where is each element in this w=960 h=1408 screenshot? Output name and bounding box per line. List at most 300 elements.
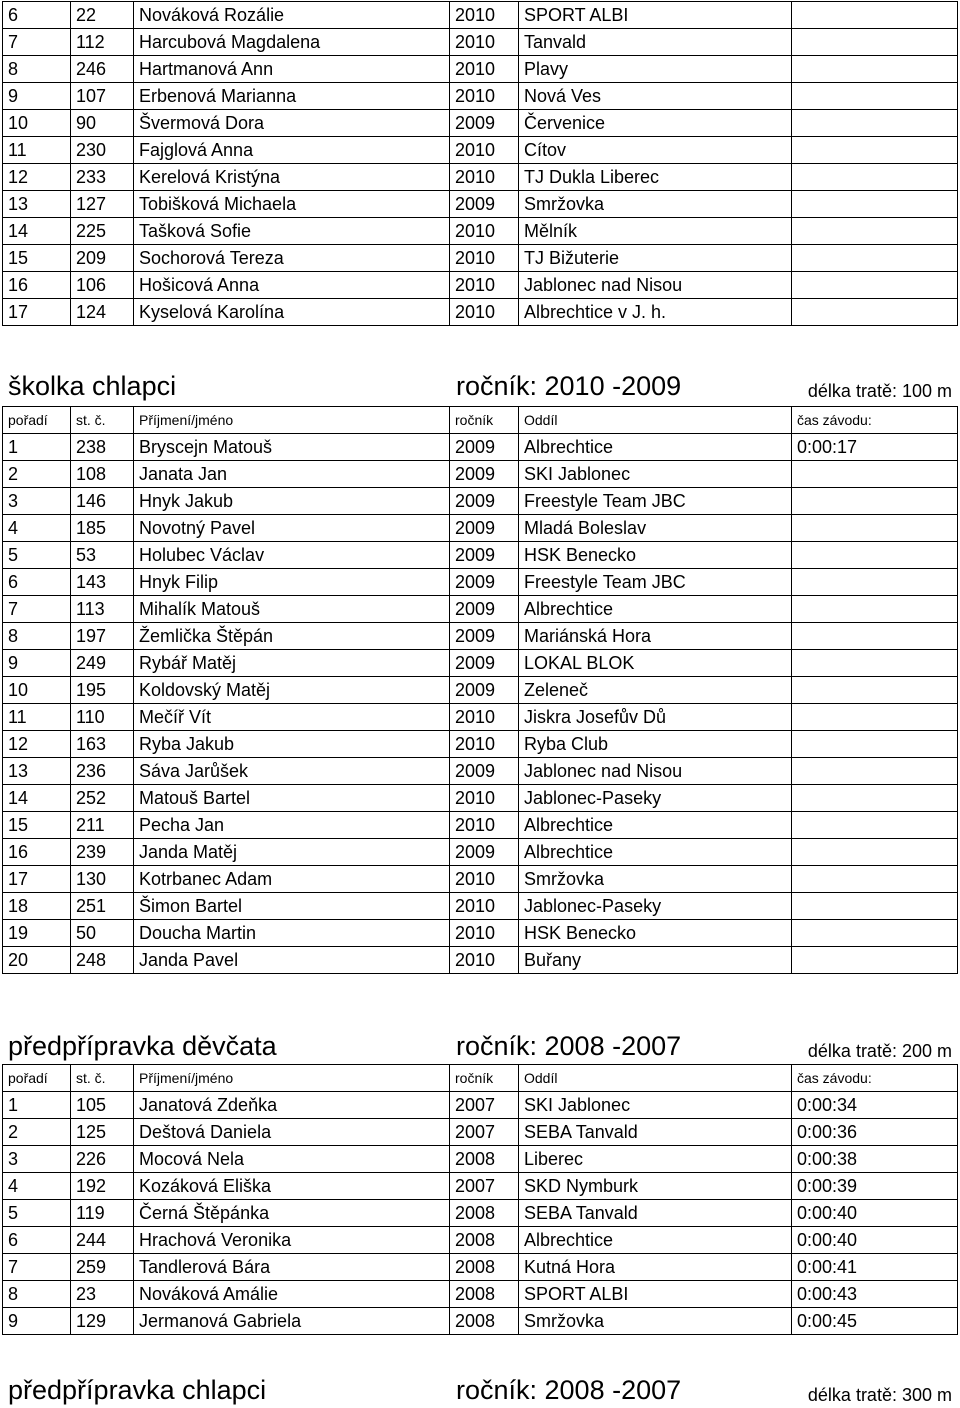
start-number-cell: 209 — [71, 245, 134, 272]
year-cell: 2009 — [450, 542, 519, 569]
club-cell: SKI Jablonec — [519, 461, 792, 488]
name-cell: Mocová Nela — [134, 1146, 450, 1173]
name-cell: Šimon Bartel — [134, 893, 450, 920]
name-cell: Rybář Matěj — [134, 650, 450, 677]
year-cell: 2007 — [450, 1173, 519, 1200]
club-cell: Freestyle Team JBC — [519, 569, 792, 596]
time-cell: 0:00:36 — [792, 1119, 958, 1146]
time-cell — [792, 569, 958, 596]
time-cell: 0:00:40 — [792, 1227, 958, 1254]
club-cell: Freestyle Team JBC — [519, 488, 792, 515]
club-cell: SEBA Tanvald — [519, 1200, 792, 1227]
rank-cell: 11 — [3, 137, 71, 164]
club-cell: Cítov — [519, 137, 792, 164]
start-number-cell: 112 — [71, 29, 134, 56]
rank-cell: 13 — [3, 191, 71, 218]
rank-cell: 14 — [3, 218, 71, 245]
club-cell: Jablonec nad Nisou — [519, 272, 792, 299]
start-number-cell: 107 — [71, 83, 134, 110]
start-number-cell: 105 — [71, 1092, 134, 1119]
table-row — [3, 920, 958, 947]
time-cell — [792, 677, 958, 704]
results-table-top — [2, 1, 958, 326]
time-cell — [792, 461, 958, 488]
table-header-row — [3, 407, 958, 434]
table-row — [3, 434, 958, 461]
name-cell: Doucha Martin — [134, 920, 450, 947]
name-cell: Tandlerová Bára — [134, 1254, 450, 1281]
section-year-range: ročník: 2008 -2007 — [456, 1031, 682, 1061]
table-row — [3, 515, 958, 542]
start-number-cell: 225 — [71, 218, 134, 245]
name-cell: Švermová Dora — [134, 110, 450, 137]
start-number-cell: 110 — [71, 704, 134, 731]
start-number-cell: 226 — [71, 1146, 134, 1173]
year-cell: 2010 — [450, 785, 519, 812]
rank-cell: pořadí — [3, 407, 71, 434]
results-table-skolka-chlapci — [2, 406, 958, 974]
table-row — [3, 785, 958, 812]
year-cell: 2008 — [450, 1200, 519, 1227]
table-row — [3, 1146, 958, 1173]
name-cell: Matouš Bartel — [134, 785, 450, 812]
rank-cell: 2 — [3, 461, 71, 488]
club-cell: Jablonec-Paseky — [519, 893, 792, 920]
start-number-cell: 195 — [71, 677, 134, 704]
table-row — [3, 677, 958, 704]
time-cell — [792, 596, 958, 623]
time-cell — [792, 272, 958, 299]
club-cell: HSK Benecko — [519, 920, 792, 947]
time-cell: čas závodu: — [792, 1065, 958, 1092]
rank-cell: 1 — [3, 434, 71, 461]
table-row — [3, 1308, 958, 1335]
start-number-cell: 192 — [71, 1173, 134, 1200]
table-row — [3, 137, 958, 164]
section-header-predpripravka-chlapci — [8, 1368, 954, 1408]
start-number-cell: 244 — [71, 1227, 134, 1254]
rank-cell: 19 — [3, 920, 71, 947]
year-cell: 2008 — [450, 1146, 519, 1173]
year-cell: 2009 — [450, 515, 519, 542]
club-cell: Nová Ves — [519, 83, 792, 110]
club-cell: Ryba Club — [519, 731, 792, 758]
start-number-cell: 252 — [71, 785, 134, 812]
table-row — [3, 488, 958, 515]
name-cell: Janda Pavel — [134, 947, 450, 974]
table-row — [3, 56, 958, 83]
table-row — [3, 110, 958, 137]
name-cell: Hnyk Filip — [134, 569, 450, 596]
rank-cell: 6 — [3, 1227, 71, 1254]
year-cell: 2010 — [450, 920, 519, 947]
time-cell — [792, 812, 958, 839]
club-cell: SPORT ALBI — [519, 1281, 792, 1308]
name-cell: Mihalík Matouš — [134, 596, 450, 623]
year-cell: 2010 — [450, 245, 519, 272]
table-row — [3, 1092, 958, 1119]
name-cell: Nováková Amálie — [134, 1281, 450, 1308]
table-row — [3, 218, 958, 245]
start-number-cell: 127 — [71, 191, 134, 218]
club-cell: Oddíl — [519, 1065, 792, 1092]
year-cell: 2010 — [450, 218, 519, 245]
results-table-predpripravka-devcata — [2, 1064, 958, 1335]
table-row — [3, 29, 958, 56]
club-cell: HSK Benecko — [519, 542, 792, 569]
year-cell: 2009 — [450, 488, 519, 515]
section-title: školka chlapci — [8, 371, 177, 401]
section-header-predpripravka-devcata — [8, 1024, 954, 1064]
year-cell: 2007 — [450, 1119, 519, 1146]
table-row — [3, 542, 958, 569]
time-cell — [792, 785, 958, 812]
club-cell: SEBA Tanvald — [519, 1119, 792, 1146]
year-cell: 2009 — [450, 461, 519, 488]
club-cell: SKI Jablonec — [519, 1092, 792, 1119]
name-cell: Příjmení/jméno — [134, 407, 450, 434]
time-cell — [792, 191, 958, 218]
time-cell — [792, 299, 958, 326]
club-cell: Liberec — [519, 1146, 792, 1173]
year-cell: 2009 — [450, 596, 519, 623]
start-number-cell: 23 — [71, 1281, 134, 1308]
start-number-cell: 108 — [71, 461, 134, 488]
rank-cell: 7 — [3, 29, 71, 56]
club-cell: Albrechtice v J. h. — [519, 299, 792, 326]
table-row — [3, 83, 958, 110]
time-cell: 0:00:39 — [792, 1173, 958, 1200]
club-cell: Jiskra Josefův Dů — [519, 704, 792, 731]
name-cell: Mečíř Vít — [134, 704, 450, 731]
time-cell — [792, 542, 958, 569]
table-row — [3, 164, 958, 191]
section-title: předpřípravka děvčata — [8, 1031, 277, 1061]
rank-cell: 15 — [3, 812, 71, 839]
name-cell: Pecha Jan — [134, 812, 450, 839]
year-cell: 2010 — [450, 893, 519, 920]
table-row — [3, 866, 958, 893]
rank-cell: 15 — [3, 245, 71, 272]
table-row — [3, 596, 958, 623]
year-cell: 2010 — [450, 947, 519, 974]
start-number-cell: 249 — [71, 650, 134, 677]
rank-cell: 8 — [3, 56, 71, 83]
start-number-cell: 230 — [71, 137, 134, 164]
time-cell — [792, 623, 958, 650]
time-cell — [792, 83, 958, 110]
year-cell: 2008 — [450, 1281, 519, 1308]
time-cell — [792, 56, 958, 83]
start-number-cell: 239 — [71, 839, 134, 866]
rank-cell: 4 — [3, 515, 71, 542]
rank-cell: 10 — [3, 110, 71, 137]
start-number-cell: 211 — [71, 812, 134, 839]
time-cell — [792, 947, 958, 974]
table-row — [3, 245, 958, 272]
start-number-cell: st. č. — [71, 407, 134, 434]
club-cell: TJ Bižuterie — [519, 245, 792, 272]
table-row — [3, 893, 958, 920]
club-cell: LOKAL BLOK — [519, 650, 792, 677]
club-cell: Albrechtice — [519, 1227, 792, 1254]
year-cell: 2009 — [450, 839, 519, 866]
start-number-cell: 129 — [71, 1308, 134, 1335]
club-cell: Smržovka — [519, 866, 792, 893]
name-cell: Příjmení/jméno — [134, 1065, 450, 1092]
start-number-cell: 233 — [71, 164, 134, 191]
club-cell: Jablonec-Paseky — [519, 785, 792, 812]
time-cell — [792, 2, 958, 29]
time-cell — [792, 515, 958, 542]
name-cell: Janatová Zdeňka — [134, 1092, 450, 1119]
name-cell: Ryba Jakub — [134, 731, 450, 758]
rank-cell: 8 — [3, 1281, 71, 1308]
club-cell: Smržovka — [519, 191, 792, 218]
time-cell — [792, 110, 958, 137]
time-cell — [792, 650, 958, 677]
table-row — [3, 947, 958, 974]
year-cell: 2010 — [450, 56, 519, 83]
year-cell: 2010 — [450, 272, 519, 299]
table-row — [3, 839, 958, 866]
name-cell: Deštová Daniela — [134, 1119, 450, 1146]
club-cell: SKD Nymburk — [519, 1173, 792, 1200]
club-cell: TJ Dukla Liberec — [519, 164, 792, 191]
name-cell: Kyselová Karolína — [134, 299, 450, 326]
club-cell: Kutná Hora — [519, 1254, 792, 1281]
year-cell: 2010 — [450, 866, 519, 893]
start-number-cell: 125 — [71, 1119, 134, 1146]
name-cell: Erbenová Marianna — [134, 83, 450, 110]
year-cell: 2009 — [450, 569, 519, 596]
rank-cell: 4 — [3, 1173, 71, 1200]
rank-cell: 9 — [3, 83, 71, 110]
start-number-cell: 163 — [71, 731, 134, 758]
start-number-cell: 197 — [71, 623, 134, 650]
table-row — [3, 731, 958, 758]
start-number-cell: 143 — [71, 569, 134, 596]
name-cell: Hošicová Anna — [134, 272, 450, 299]
start-number-cell: 246 — [71, 56, 134, 83]
section-year-range: ročník: 2010 -2009 — [456, 371, 682, 401]
year-cell: 2007 — [450, 1092, 519, 1119]
year-cell: 2009 — [450, 758, 519, 785]
club-cell: Albrechtice — [519, 839, 792, 866]
name-cell: Fajglová Anna — [134, 137, 450, 164]
name-cell: Nováková Rozálie — [134, 2, 450, 29]
rank-cell: 9 — [3, 1308, 71, 1335]
time-cell — [792, 758, 958, 785]
rank-cell: 10 — [3, 677, 71, 704]
section-title: předpřípravka chlapci — [8, 1375, 267, 1405]
start-number-cell: 22 — [71, 2, 134, 29]
club-cell: Albrechtice — [519, 812, 792, 839]
rank-cell: 1 — [3, 1092, 71, 1119]
name-cell: Koldovský Matěj — [134, 677, 450, 704]
name-cell: Černá Štěpánka — [134, 1200, 450, 1227]
club-cell: Oddíl — [519, 407, 792, 434]
time-cell — [792, 137, 958, 164]
club-cell: Plavy — [519, 56, 792, 83]
table-row — [3, 650, 958, 677]
name-cell: Tobišková Michaela — [134, 191, 450, 218]
rank-cell: 5 — [3, 1200, 71, 1227]
rank-cell: pořadí — [3, 1065, 71, 1092]
time-cell — [792, 839, 958, 866]
table-row — [3, 623, 958, 650]
name-cell: Hrachová Veronika — [134, 1227, 450, 1254]
time-cell: 0:00:34 — [792, 1092, 958, 1119]
year-cell: ročník — [450, 1065, 519, 1092]
start-number-cell: st. č. — [71, 1065, 134, 1092]
table-row — [3, 1254, 958, 1281]
time-cell: 0:00:40 — [792, 1200, 958, 1227]
time-cell — [792, 29, 958, 56]
name-cell: Kotrbanec Adam — [134, 866, 450, 893]
year-cell: 2010 — [450, 299, 519, 326]
year-cell: 2008 — [450, 1227, 519, 1254]
rank-cell: 14 — [3, 785, 71, 812]
table-row — [3, 2, 958, 29]
time-cell: čas závodu: — [792, 407, 958, 434]
club-cell: Mělník — [519, 218, 792, 245]
rank-cell: 12 — [3, 164, 71, 191]
table-row — [3, 1173, 958, 1200]
name-cell: Hartmanová Ann — [134, 56, 450, 83]
year-cell: 2010 — [450, 29, 519, 56]
section-track-length: délka tratě: 100 m — [807, 381, 952, 401]
table-row — [3, 812, 958, 839]
rank-cell: 5 — [3, 542, 71, 569]
table-row — [3, 1227, 958, 1254]
rank-cell: 17 — [3, 866, 71, 893]
rank-cell: 7 — [3, 596, 71, 623]
time-cell — [792, 893, 958, 920]
table-row — [3, 1281, 958, 1308]
time-cell — [792, 920, 958, 947]
year-cell: 2009 — [450, 434, 519, 461]
name-cell: Jermanová Gabriela — [134, 1308, 450, 1335]
year-cell: 2008 — [450, 1254, 519, 1281]
section-track-length: délka tratě: 300 m — [807, 1385, 952, 1405]
table-row — [3, 191, 958, 218]
name-cell: Holubec Václav — [134, 542, 450, 569]
year-cell: 2009 — [450, 650, 519, 677]
rank-cell: 11 — [3, 704, 71, 731]
club-cell: Červenice — [519, 110, 792, 137]
section-track-length: délka tratě: 200 m — [807, 1041, 952, 1061]
name-cell: Novotný Pavel — [134, 515, 450, 542]
rank-cell: 7 — [3, 1254, 71, 1281]
name-cell: Tašková Sofie — [134, 218, 450, 245]
start-number-cell: 248 — [71, 947, 134, 974]
time-cell — [792, 245, 958, 272]
time-cell: 0:00:43 — [792, 1281, 958, 1308]
start-number-cell: 90 — [71, 110, 134, 137]
year-cell: 2009 — [450, 191, 519, 218]
table-row — [3, 1200, 958, 1227]
club-cell: Smržovka — [519, 1308, 792, 1335]
name-cell: Harcubová Magdalena — [134, 29, 450, 56]
start-number-cell: 119 — [71, 1200, 134, 1227]
year-cell: 2010 — [450, 812, 519, 839]
name-cell: Žemlička Štěpán — [134, 623, 450, 650]
club-cell: SPORT ALBI — [519, 2, 792, 29]
table-row — [3, 569, 958, 596]
time-cell — [792, 488, 958, 515]
rank-cell: 13 — [3, 758, 71, 785]
start-number-cell: 185 — [71, 515, 134, 542]
name-cell: Kerelová Kristýna — [134, 164, 450, 191]
rank-cell: 8 — [3, 623, 71, 650]
year-cell: 2009 — [450, 110, 519, 137]
start-number-cell: 106 — [71, 272, 134, 299]
year-cell: 2009 — [450, 677, 519, 704]
time-cell — [792, 866, 958, 893]
year-cell: 2010 — [450, 137, 519, 164]
name-cell: Kozáková Eliška — [134, 1173, 450, 1200]
rank-cell: 16 — [3, 272, 71, 299]
year-cell: 2009 — [450, 623, 519, 650]
name-cell: Janda Matěj — [134, 839, 450, 866]
rank-cell: 6 — [3, 2, 71, 29]
name-cell: Bryscejn Matouš — [134, 434, 450, 461]
start-number-cell: 259 — [71, 1254, 134, 1281]
start-number-cell: 251 — [71, 893, 134, 920]
name-cell: Hnyk Jakub — [134, 488, 450, 515]
club-cell: Albrechtice — [519, 434, 792, 461]
year-cell: 2010 — [450, 704, 519, 731]
start-number-cell: 238 — [71, 434, 134, 461]
time-cell — [792, 704, 958, 731]
time-cell — [792, 164, 958, 191]
start-number-cell: 146 — [71, 488, 134, 515]
table-row — [3, 461, 958, 488]
rank-cell: 3 — [3, 1146, 71, 1173]
club-cell: Mariánská Hora — [519, 623, 792, 650]
year-cell: 2010 — [450, 83, 519, 110]
rank-cell: 3 — [3, 488, 71, 515]
section-header-skolka-chlapci — [8, 364, 954, 404]
club-cell: Jablonec nad Nisou — [519, 758, 792, 785]
club-cell: Albrechtice — [519, 596, 792, 623]
table-row — [3, 758, 958, 785]
club-cell: Buřany — [519, 947, 792, 974]
start-number-cell: 50 — [71, 920, 134, 947]
start-number-cell: 124 — [71, 299, 134, 326]
start-number-cell: 53 — [71, 542, 134, 569]
name-cell: Sochorová Tereza — [134, 245, 450, 272]
table-row — [3, 299, 958, 326]
rank-cell: 16 — [3, 839, 71, 866]
section-year-range: ročník: 2008 -2007 — [456, 1375, 682, 1405]
time-cell — [792, 731, 958, 758]
club-cell: Mladá Boleslav — [519, 515, 792, 542]
time-cell — [792, 218, 958, 245]
club-cell: Zeleneč — [519, 677, 792, 704]
rank-cell: 20 — [3, 947, 71, 974]
year-cell: 2010 — [450, 164, 519, 191]
table-row — [3, 704, 958, 731]
start-number-cell: 113 — [71, 596, 134, 623]
year-cell: 2008 — [450, 1308, 519, 1335]
year-cell: 2010 — [450, 731, 519, 758]
table-row — [3, 1119, 958, 1146]
club-cell: Tanvald — [519, 29, 792, 56]
year-cell: 2010 — [450, 2, 519, 29]
start-number-cell: 236 — [71, 758, 134, 785]
